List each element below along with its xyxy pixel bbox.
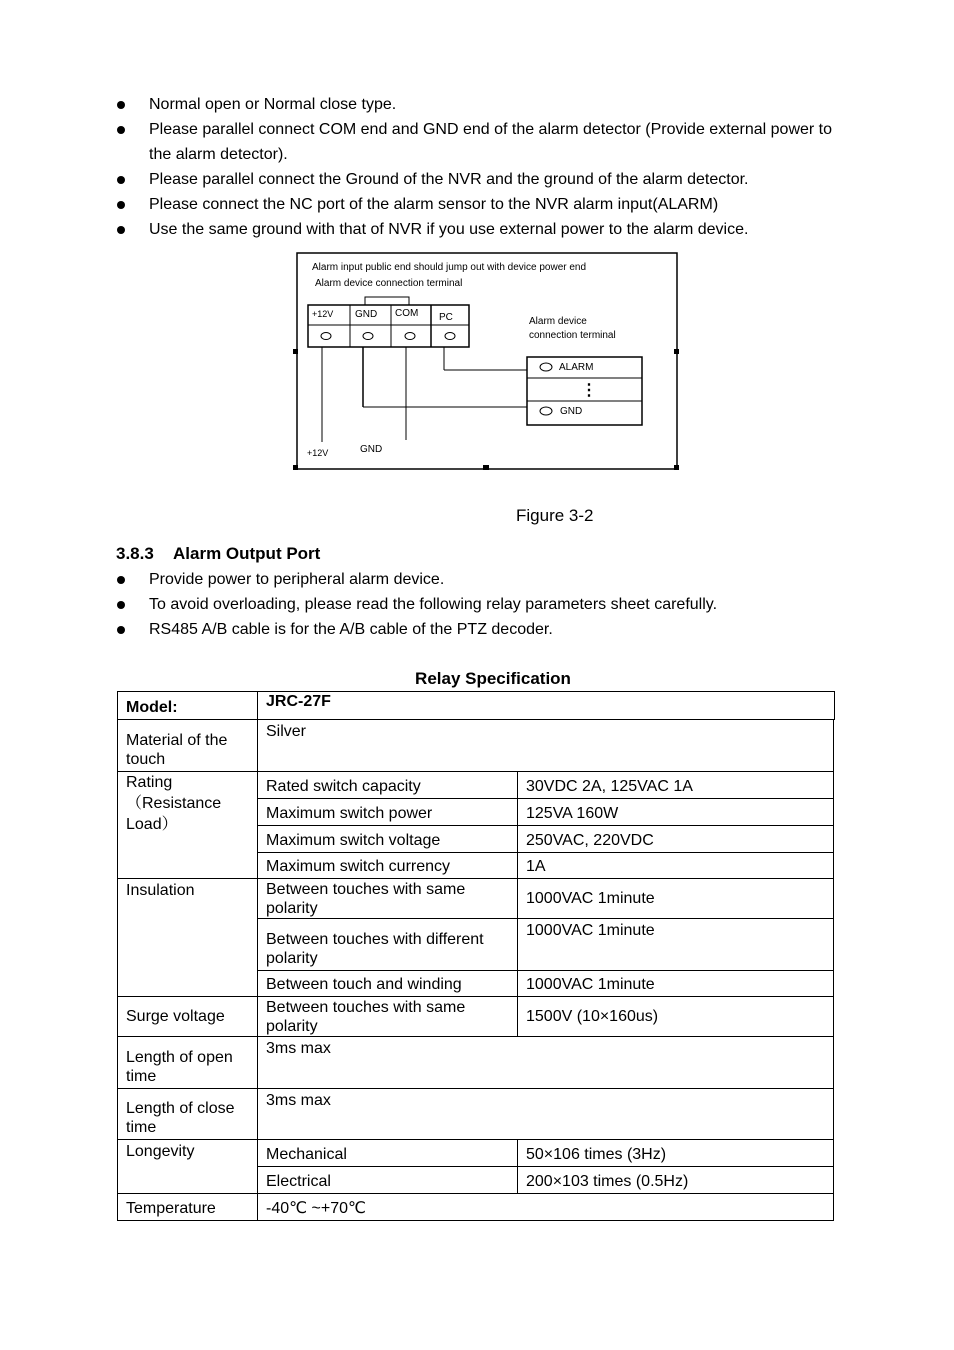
open-time-value: 3ms max — [257, 1036, 834, 1089]
wiring-diagram — [292, 250, 680, 472]
figure-note-2: Alarm device connection terminal — [315, 278, 463, 289]
rating-label: Rating （Resistance Load） — [117, 771, 258, 879]
bullet-dot-icon — [117, 176, 125, 184]
close-time-value: 3ms max — [257, 1088, 834, 1140]
insulation-param: Between touches with same polarity — [257, 878, 518, 919]
terminal-label-pc: PC — [439, 312, 453, 323]
bullet-text: Please parallel connect COM end and GND end of the alarm detector (Provide external power to the alarm detector). — [149, 121, 833, 163]
rating-param: Rated switch capacity — [257, 771, 518, 799]
rating-value: 1A — [517, 852, 834, 879]
bullet-text: RS485 A/B cable is for the A/B cable of the PTZ decoder. — [149, 621, 553, 638]
surge-label: Surge voltage — [117, 996, 258, 1037]
longevity-param: Electrical — [257, 1166, 518, 1194]
insulation-label: Insulation — [117, 878, 258, 997]
intro-bullet-list — [114, 92, 844, 242]
bullet-text: Provide power to peripheral alarm device. — [149, 571, 445, 588]
longevity-value: 50×106 times (3Hz) — [517, 1139, 834, 1167]
bottom-gnd-label: GND — [360, 444, 383, 455]
device-gnd-label: GND — [560, 406, 583, 417]
bullet-text: To avoid overloading, please read the following relay parameters sheet carefully. — [149, 596, 718, 613]
frame-handle — [674, 465, 679, 470]
bullet-dot-icon — [117, 226, 125, 234]
rating-value: 125VA 160W — [517, 798, 834, 826]
rating-param: Maximum switch currency — [257, 852, 518, 879]
terminal-label-gnd: GND — [355, 309, 378, 320]
figure-caption: Figure 3-2 — [516, 506, 594, 525]
rating-value: 30VDC 2A, 125VAC 1A — [517, 771, 834, 799]
rating-value: 250VAC, 220VDC — [517, 825, 834, 853]
rating-param: Maximum switch power — [257, 798, 518, 826]
list-item — [114, 217, 844, 242]
frame-handle — [674, 349, 679, 354]
device-ellipsis: ⋮ — [581, 382, 597, 399]
wiring-diagram-figure — [292, 250, 680, 472]
device-label: Alarm device — [529, 316, 587, 327]
model-label: Model: — [117, 691, 258, 720]
insulation-param: Between touches with different polarity — [257, 918, 518, 971]
bullet-text: Use the same ground with that of NVR if you use external power to the alarm device. — [149, 221, 749, 238]
material-label: Material of the touch — [117, 719, 258, 772]
list-item — [114, 117, 844, 167]
output-bullet-list — [114, 567, 844, 642]
insulation-value: 1000VAC 1minute — [517, 878, 834, 919]
open-time-label: Length of open time — [117, 1036, 258, 1089]
temperature-value: -40℃ ~+70℃ — [257, 1193, 834, 1221]
material-value: Silver — [257, 719, 834, 772]
frame-handle — [293, 349, 298, 354]
bullet-text: Please connect the NC port of the alarm sensor to the NVR alarm input(ALARM) — [149, 196, 719, 213]
bullet-dot-icon — [117, 626, 125, 634]
bullet-dot-icon — [117, 601, 125, 609]
insulation-value: 1000VAC 1minute — [517, 970, 834, 997]
list-item — [114, 592, 844, 617]
table-title: Relay Specification — [415, 669, 571, 688]
section-heading — [116, 544, 320, 564]
surge-param: Between touches with same polarity — [257, 996, 518, 1037]
section-title: Alarm Output Port — [173, 544, 321, 563]
bullet-dot-icon — [117, 576, 125, 584]
bullet-dot-icon — [117, 201, 125, 209]
insulation-value: 1000VAC 1minute — [517, 918, 834, 971]
device-alarm-label: ALARM — [559, 362, 594, 373]
list-item — [114, 192, 844, 217]
figure-note-1: Alarm input public end should jump out with device power end — [312, 262, 587, 273]
insulation-param: Between touch and winding — [257, 970, 518, 997]
list-item — [114, 567, 844, 592]
section-number: 3.8.3 — [116, 544, 154, 563]
bullet-dot-icon — [117, 101, 125, 109]
longevity-label: Longevity — [117, 1139, 258, 1194]
terminal-label-com: COM — [395, 308, 419, 319]
list-item — [114, 92, 844, 117]
frame-handle — [293, 465, 298, 470]
frame-handle — [483, 465, 489, 470]
longevity-param: Mechanical — [257, 1139, 518, 1167]
surge-value: 1500V (10×160us) — [517, 996, 834, 1037]
terminal-label-12v: +12V — [312, 309, 334, 319]
close-time-label: Length of close time — [117, 1088, 258, 1140]
device-label: connection terminal — [529, 330, 616, 341]
bullet-text: Normal open or Normal close type. — [149, 96, 397, 113]
longevity-value: 200×103 times (0.5Hz) — [517, 1166, 834, 1194]
bullet-dot-icon — [117, 126, 125, 134]
bottom-12v-label: +12V — [307, 448, 329, 458]
list-item — [114, 617, 844, 642]
rating-param: Maximum switch voltage — [257, 825, 518, 853]
list-item — [114, 167, 844, 192]
bullet-text: Please parallel connect the Ground of the NVR and the ground of the alarm detector. — [149, 171, 749, 188]
model-value: JRC-27F — [257, 691, 835, 720]
temperature-label: Temperature — [117, 1193, 258, 1221]
